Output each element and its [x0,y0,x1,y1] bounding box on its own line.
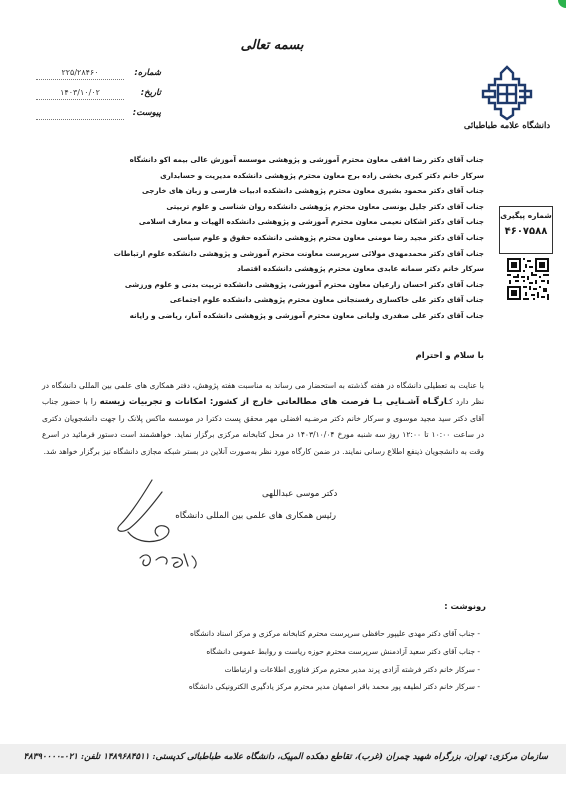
recipient-line: سرکار خانم دکتر کبری بخشی زاده برج معاون محترم پژوهشی دانشکده مدیریت و حسابداری [160,170,484,180]
copies-heading: رونوشت : [444,601,486,611]
workshop-title: ارگـاه آشـنایی بـا فرصت های مطالعاتی خارج از کشور: امکانات و تجربیات زیسته [99,397,448,408]
recipient-line: جناب آقای دکتر جلیل یونسی معاون محترم پژوهشی دانشکده روان شناسی و علوم تربیتی [166,201,484,211]
letter-number-row [36,68,161,82]
copy-recipient: - سرکار خانم دکتر لطیفه پور محمد باقر اصفهان مدیر محترم مرکز یادگیری الکترونیکی دانشگاه [188,682,480,692]
letter-date-value: ۱۴۰۳/۱۰/۰۲ [36,88,124,100]
letter-attachment-value [36,108,124,120]
signatory-title: رئیس همکاری های علمی بین المللی دانشگاه [175,511,336,521]
university-name: دانشگاه علامه طباطبائی [463,121,551,131]
recipient-line: سرکار خانم دکتر سمانه عابدی معاون محترم پژوهشی دانشکده اقتصاد [237,264,484,274]
copies-list [120,625,480,696]
letter-date-row [36,88,161,102]
recipient-list [64,152,484,324]
letter-number-label: شماره: [134,68,161,78]
recipient-line: جناب آقای دکتر محمود بشیری معاون محترم پژوهشی دانشکده ادبیات فارسی و زبان های خارجی [142,186,484,196]
letter-date-label: تاریخ: [140,88,161,98]
tracking-box [499,206,553,254]
letter-attachment-row [36,108,161,122]
letter-number-value: ۲۲۵/۲۸۴۶۰ [36,68,124,80]
handwritten-signature-icon [100,470,220,580]
recipient-line: جناب آقای دکتر اشکان نعیمی معاون محترم آموزشی و پژوهشی دانشکده الهیات و معارف اسلامی [138,217,484,227]
letter-attachment-label: پیوست: [132,108,161,118]
recipient-line: جناب آقای دکتر رضا افقی معاون محترم آموزشی و پژوهشی موسسه آموزش عالی بیمه اکو دانشگاه [129,155,484,164]
bismillah-heading: بسمه تعالی [240,38,304,53]
recipient-line: جناب آقای دکتر احسان زارعیان معاون محترم آموزشی، پژوهشی دانشکده تربیت بدنی و علوم ورزشی [124,279,484,289]
tracking-number: ۴۶۰۷۵۸۸ [504,226,548,237]
recipient-line: جناب آقای دکتر علی صفدری ولیانی معاون محترم آموزشی و پژوهشی دانشکده آمار، ریاضی و رایانه [129,310,484,320]
university-logo-icon [476,64,538,122]
corner-mark [558,0,566,8]
recipient-line: جناب آقای دکتر علی خاکساری رفسنجانی معاون محترم پژوهشی دانشکده علوم اجتماعی [169,295,484,305]
recipient-line: جناب آقای دکتر محمدمهدی مولائی سرپرست معاونت محترم آموزشی و پژوهشی دانشکده علوم ارتباطات [113,248,484,258]
copy-recipient: - جناب آقای دکتر مهدی علیپور حافظی سرپرست محترم کتابخانه مرکزی و مرکز اسناد دانشگاه [189,629,480,638]
letter-body [42,378,484,460]
greeting: با سلام و احترام [415,351,484,361]
copy-recipient: - سرکار خانم دکتر فرشته آزادی پرند مدیر محترم مرکز فناوری اطلاعات و ارتباطات [224,664,480,674]
body-text-part2: را با حضور جناب آقای دکتر سید مجید موسوی و سرکار خانم دکتر مرضـیه افضلی مهر محقق پست دکترا در موسسه ماکس پلانک را جهت دانشجویان دکتری در ساعت ۱۰:۰۰ تا ۱۲:۰۰ روز سه شنبه مورخ ۱۴۰۳/۱۰/۰۴ در محل کتابخانه مرکزی برگزار نماید. خواهشمند است دستور فرمائید در اسرع وقت به دانشجویان ذینفع اطلاع رسانی نمایند. در ضمن کارگاه مورد نظر به‌صورت آنلاین در بستر شبکه مجازی دانشگاه نیز برگزار خواهد شد. [42,397,484,456]
copy-recipient: - جناب آقای دکتر سعید آزادمنش سرپرست محترم حوزه ریاست و روابط عمومی دانشگاه [206,646,480,656]
footer-address: سازمان مرکزی: تهران، بزرگراه شهید چمران (غرب)، تقاطع دهکده المپیک، دانشگاه علامه طباطبائی کدپستی: ۱۴۸۹۶۸۴۵۱۱ تلفن: ۰۲۱-۴۸۳۹۰۰۰۰ [23,752,548,762]
body-text-part1: با عنایت به تعطیلی دانشگاه در هفته گذشته به استحضار می رساند به مناسبت هفته پژوهش، دفتر همکاری های علمی بین المللی دانشگاه در نظر دارد کـ [42,381,485,407]
signatory-name: دکتر موسی عبداللهی [262,489,338,499]
tracking-label: شماره پیگیری [500,211,552,220]
recipient-line: جناب آقای دکتر مجید رضا مومنی معاون محترم پژوهشی دانشکده حقوق و علوم سیاسی [173,232,484,242]
qr-code-icon [505,256,551,302]
